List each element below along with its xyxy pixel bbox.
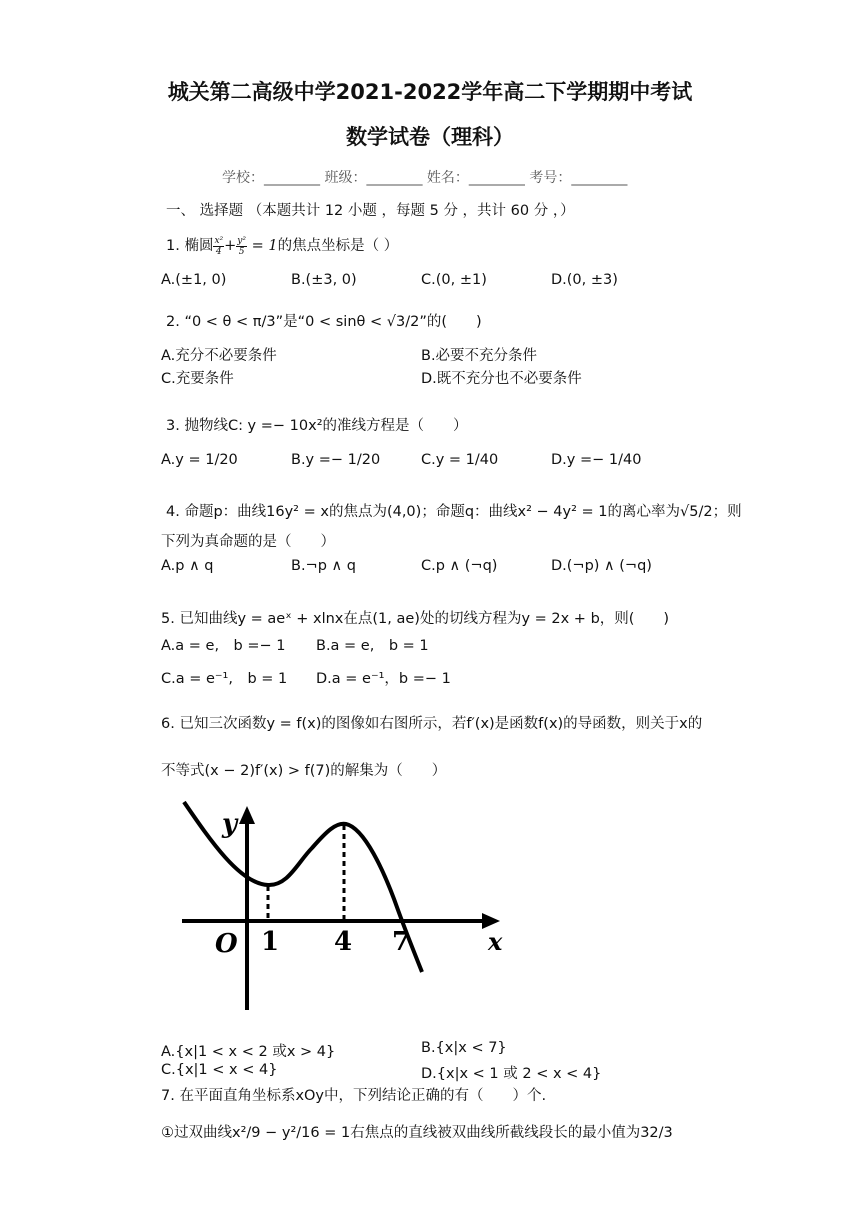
graph-tick-7: 7 (392, 927, 411, 957)
q4-option-b: B.¬p ∧ q (291, 558, 356, 574)
q4-option-a: A.p ∧ q (161, 558, 214, 574)
q2-option-c: C.充要条件 (161, 371, 234, 387)
section-heading: 一、 选择题 （本题共计 12 小题 ，每题 5 分 ，共计 60 分 ，） (166, 203, 575, 219)
q3-option-b: B.y =− 1/20 (291, 452, 381, 468)
q5-option-a: A.a = e, b =− 1 (161, 638, 286, 654)
q3-option-a: A.y = 1/20 (161, 452, 238, 468)
q1-stem-suffix: 的焦点坐标是（ ） (277, 238, 399, 254)
q5-option-b: B.a = e, b = 1 (316, 638, 429, 654)
q6-option-a: A.{x|1 < x < 2 或x > 4} (161, 1044, 336, 1060)
question-4-stem-line1: 4. 命题p：曲线16y² = x的焦点为(4,0)；命题q：曲线x² − 4y² = 1的离心率为√5/2；则 (166, 504, 742, 520)
q1-option-b: B.(±3, 0) (291, 272, 357, 288)
q4-option-d: D.(¬p) ∧ (¬q) (551, 558, 652, 574)
q6-option-c: C.{x|1 < x < 4} (161, 1062, 278, 1078)
question-2-stem: 2. “0 < θ < π/3”是“0 < sinθ < √3/2”的( ) (166, 314, 482, 330)
q1-option-d: D.(0, ±3) (551, 272, 618, 288)
q1-option-c: C.(0, ±1) (421, 272, 487, 288)
q2-option-d: D.既不充分也不必要条件 (421, 371, 582, 387)
cubic-function-graph (170, 800, 510, 1020)
q3-option-d: D.y =− 1/40 (551, 452, 642, 468)
question-5-stem: 5. 已知曲线y = aeˣ + xlnx在点(1, ae)处的切线方程为y = 2x + b，则( ) (161, 611, 670, 627)
student-info-line: 学校：________ 班级：________ 姓名：________ 考号：________ (222, 170, 628, 186)
q6-option-d: D.{x|x < 1 或 2 < x < 4} (421, 1066, 602, 1082)
graph-y-arrow (239, 806, 255, 824)
question-6-stem-line2: 不等式(x − 2)f′(x) > f(7)的解集为（ ） (161, 763, 447, 779)
q3-option-c: C.y = 1/40 (421, 452, 499, 468)
graph-tick-1: 1 (261, 927, 280, 957)
q1-stem-prefix: 1. 椭圆 (166, 238, 214, 254)
question-7-stem: 7. 在平面直角坐标系xOy中，下列结论正确的有（ ）个. (161, 1088, 547, 1104)
graph-origin-label: O (215, 929, 238, 959)
q6-option-b: B.{x|x < 7} (421, 1040, 507, 1056)
q2-option-b: B.必要不充分条件 (421, 348, 538, 364)
q1-option-a: A.(±1, 0) (161, 272, 227, 288)
question-3-stem: 3. 抛物线C: y =− 10x²的准线方程是（ ） (166, 418, 468, 434)
exam-subtitle: 数学试卷（理科） (346, 125, 514, 149)
q2-option-a: A.充分不必要条件 (161, 348, 277, 364)
q5-option-c: C.a = e⁻¹, b = 1 (161, 671, 288, 687)
graph-y-label: y (222, 809, 238, 839)
graph-tick-4: 4 (334, 927, 353, 957)
q7-item-1: ①过双曲线x²/9 − y²/16 = 1右焦点的直线被双曲线所截线段长的最小值为32/3 (161, 1125, 673, 1141)
question-1-stem: 1. 椭圆 $\frac{\text{x²}}{4}$ + $\frac{\text{y²}}{5}$ = 1的焦点坐标是（ ） (166, 235, 399, 257)
question-6-stem-line1: 6. 已知三次函数y = f(x)的图像如右图所示，若f′(x)是函数f(x)的导函数，则关于x的 (161, 716, 703, 732)
graph-x-label: x (488, 927, 503, 956)
q4-option-c: C.p ∧ (¬q) (421, 558, 498, 574)
exam-title: 城关第二高级中学2021-2022学年高二下学期期中考试 (167, 80, 693, 104)
q1-frac-x: $\frac{\text{x²}}{4}$ (214, 235, 224, 257)
q1-frac-y: $\frac{\text{y²}}{5}$ (237, 235, 246, 257)
q5-option-d: D.a = e⁻¹，b =− 1 (316, 671, 451, 687)
question-4-stem-line2: 下列为真命题的是（ ） (161, 534, 335, 550)
